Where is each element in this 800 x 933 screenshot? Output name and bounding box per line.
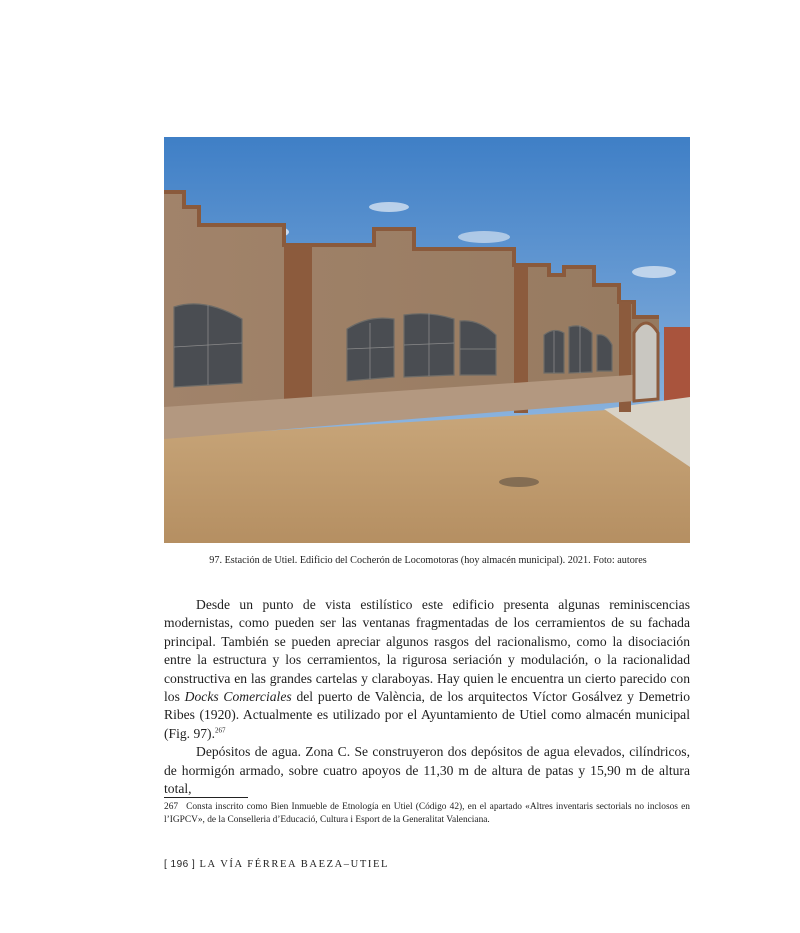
- p1-text-a: Desde un punto de vista estilístico este edificio presenta algunas reminiscencias modernistas, como pueden ser las ventanas fragmentadas de los cerramientos de su fachada principal. También se pueden apreciar algunos rasgos del racionalismo, como la disociación entre la estructura y los cerramientos, la rigurosa seriación y modulación, o la racionalidad constructiva en las grandes cartelas y claraboyas. Hay quien le encuentra un cierto parecido con los: [164, 597, 690, 705]
- footnote-text: Consta inscrito como Bien Inmueble de Etnología en Utiel (Código 42), en el apartado «Altres inventaris sectorials no inclosos en l’IGPCV», de la Conselleria d’Educació, Cultura i Esport de la Generalitat Valenciana.: [164, 802, 690, 825]
- figure-caption: 97. Estación de Utiel. Edificio del Cocherón de Locomotoras (hoy almacén municipal). 2021. Foto: autores: [209, 555, 647, 566]
- paragraph-2: Depósitos de agua. Zona C. Se construyeron dos depósitos de agua elevados, cilíndricos, de hormigón armado, sobre cuatro apoyos de 11,30 m de altura de patas y 15,90 m de altura total,: [164, 744, 690, 797]
- page-number: [ 196 ]: [164, 859, 196, 870]
- book-title: LA VÍA FÉRREA BAEZA–UTIEL: [199, 859, 389, 870]
- p1-italic-term: Docks Comerciales: [184, 689, 292, 705]
- footnote-reference[interactable]: 267: [214, 726, 226, 735]
- figure-photo: [164, 137, 690, 543]
- p1-text-b: del puerto de València, de los arquitectos Víctor Gosálvez y Demetrio Ribes (1920). Actualmente es utilizado por el Ayuntamiento de Utiel como almacén municipal (Fig. 97).: [164, 689, 691, 741]
- footnote: [164, 801, 690, 827]
- footnote-number: 267: [164, 802, 179, 812]
- footnote-divider: [164, 797, 248, 798]
- building-photo-icon: [164, 137, 690, 543]
- body-text: [164, 596, 690, 798]
- running-footer: [164, 859, 389, 870]
- paragraph-1: [164, 596, 690, 743]
